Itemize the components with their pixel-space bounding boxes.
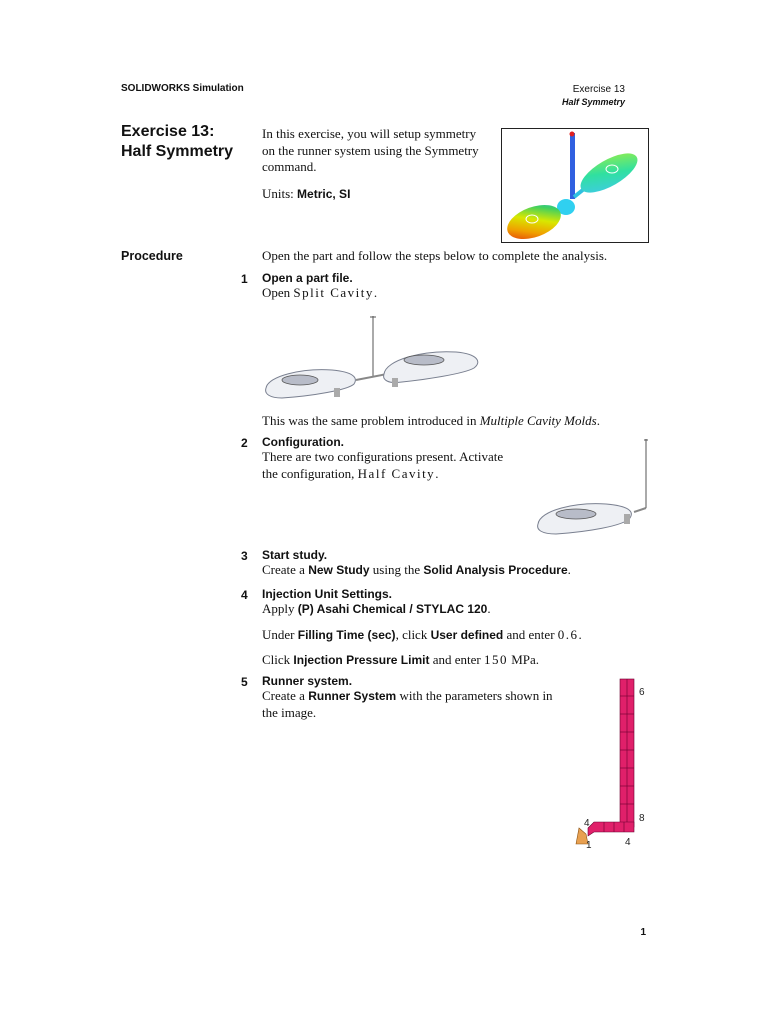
header-exercise-subtitle: Half Symmetry xyxy=(561,97,625,107)
text: Under xyxy=(262,626,298,642)
file-name: Split Cavity xyxy=(293,285,374,300)
punctuation: . xyxy=(487,601,491,616)
step-title: Start study. xyxy=(262,548,328,562)
procedure-intro: Open the part and follow the steps below to complete the analysis. xyxy=(262,248,608,263)
config-prefix: the configuration, xyxy=(262,465,358,481)
step-number: 2 xyxy=(241,436,248,450)
intro-line3: command. xyxy=(262,159,317,174)
filling-time-label: Filling Time (sec) xyxy=(297,627,396,642)
procedure-label: Solid Analysis Procedure xyxy=(423,563,568,577)
filling-time-line xyxy=(262,627,682,644)
step-title: Configuration. xyxy=(262,435,344,449)
exercise-title-line2: Half Symmetry xyxy=(121,143,234,160)
pressure-value: 150 xyxy=(483,652,508,667)
page-number: 1 xyxy=(640,927,646,938)
pressure-limit-label: Injection Pressure Limit xyxy=(293,653,430,667)
punctuation: . xyxy=(435,465,439,481)
exercise-title-line1: Exercise 13: xyxy=(121,123,215,140)
step-number: 3 xyxy=(241,549,248,563)
runner-label-4-left: 4 xyxy=(584,818,590,829)
new-study-label: New Study xyxy=(308,563,370,577)
text: Create a xyxy=(262,688,309,703)
step-number: 4 xyxy=(241,588,248,602)
step-5-line2: the image. xyxy=(262,704,317,720)
half-cavity-image xyxy=(534,436,658,540)
punctuation: . xyxy=(373,285,378,300)
step-number: 1 xyxy=(241,272,248,286)
runner-label-4-bottom: 4 xyxy=(625,837,631,848)
filling-time-value: 0.6 xyxy=(557,626,579,642)
step-1-note xyxy=(262,413,600,430)
step-title: Runner system. xyxy=(262,674,353,688)
step-1 xyxy=(262,271,642,302)
runner-system-label: Runner System xyxy=(308,689,397,703)
step-3-body xyxy=(262,562,662,579)
text: Click xyxy=(262,652,294,667)
step-2-line2 xyxy=(262,466,552,483)
intro-paragraph xyxy=(262,126,502,202)
step-2 xyxy=(262,435,552,482)
runner-label-8: 8 xyxy=(639,813,645,824)
exercise-title xyxy=(121,122,233,162)
punctuation: . xyxy=(567,562,571,577)
note-prefix: This was the same problem introduced in xyxy=(262,413,480,428)
pressure-unit: MPa. xyxy=(507,652,540,667)
step-2-line1: There are two configurations present. Activate xyxy=(262,449,504,464)
units-line xyxy=(262,186,502,203)
header-title: SOLIDWORKS Simulation xyxy=(121,83,244,94)
pressure-limit-line xyxy=(262,652,682,669)
procedure-heading: Procedure xyxy=(121,249,183,263)
user-defined-label: User defined xyxy=(430,627,504,642)
units-label: Units: xyxy=(262,185,298,201)
note-italic: Multiple Cavity Molds xyxy=(479,413,597,428)
step-title: Open a part file. xyxy=(262,271,353,285)
simulation-result-image xyxy=(501,128,649,243)
header-exercise-number: Exercise 13 xyxy=(572,84,625,95)
step-3 xyxy=(262,548,662,579)
text: with the parameters shown in xyxy=(396,688,553,703)
split-cavity-image xyxy=(262,314,482,404)
intro-line2: on the runner system using the Symmetry xyxy=(262,142,479,158)
text: , click xyxy=(395,626,431,642)
text: Create a xyxy=(262,562,309,577)
text: using the xyxy=(369,562,424,577)
material-label: (P) Asahi Chemical / STYLAC 120 xyxy=(297,602,488,616)
punctuation: . xyxy=(578,626,582,642)
runner-label-6: 6 xyxy=(639,687,645,698)
text: and enter xyxy=(429,652,484,667)
header-exercise xyxy=(562,83,625,109)
runner-label-1: 1 xyxy=(586,840,592,851)
open-label: Open xyxy=(262,285,294,300)
step-number: 5 xyxy=(241,675,248,689)
text: Apply xyxy=(262,601,298,616)
text: and enter xyxy=(503,626,558,642)
runner-system-diagram xyxy=(570,676,660,852)
step-5 xyxy=(262,674,572,721)
step-1-body xyxy=(262,285,642,302)
apply-line xyxy=(262,601,682,618)
config-name: Half Cavity xyxy=(357,465,436,481)
units-value: Metric, SI xyxy=(297,186,351,201)
punctuation: . xyxy=(596,413,600,428)
intro-line1: In this exercise, you will setup symmetry xyxy=(262,126,477,141)
step-title: Injection Unit Settings. xyxy=(262,587,393,601)
step-4 xyxy=(262,587,682,669)
step-5-line1 xyxy=(262,688,572,705)
